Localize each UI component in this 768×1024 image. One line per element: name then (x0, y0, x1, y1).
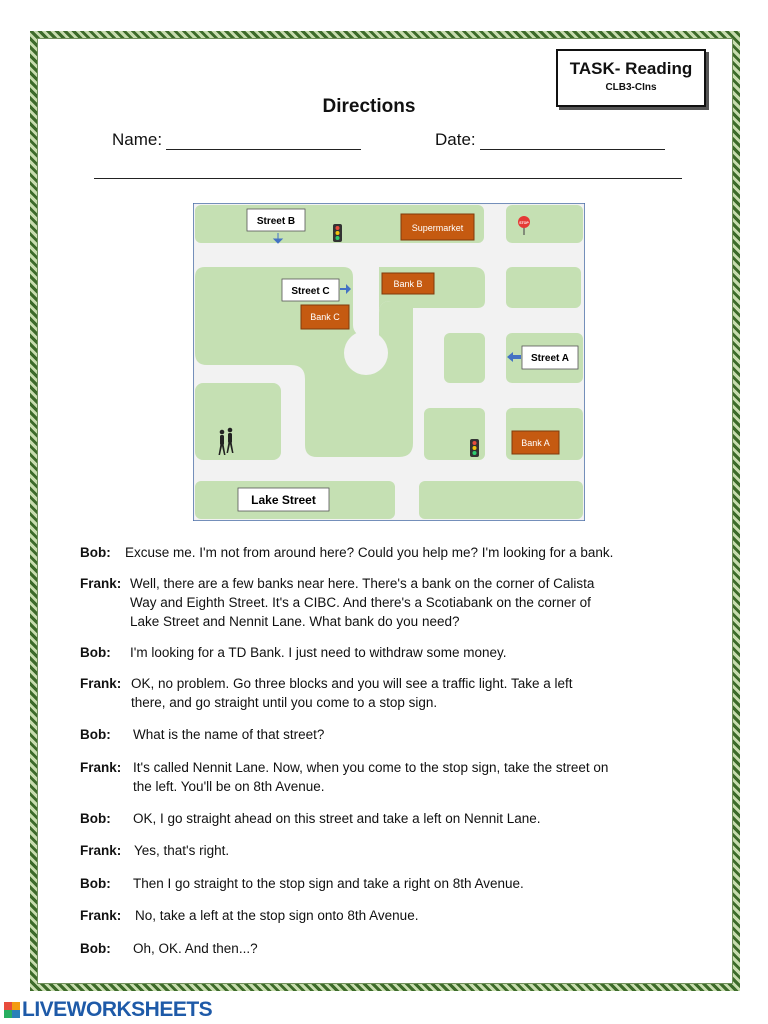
liveworksheets-logo-icon (4, 1002, 20, 1018)
date-blank[interactable] (480, 131, 665, 150)
dialogue-text: OK, no problem. Go three blocks and you will see a traffic light. Take a left there, and go straight until you come to a stop sign. (131, 676, 573, 710)
date-label: Date: (435, 130, 476, 149)
name-field[interactable] (112, 130, 361, 150)
dialogue-text: It's called Nennit Lane. Now, when you come to the stop sign, take the street on the left. You'll be on 8th Avenue. (133, 760, 609, 794)
street-a-label: Street A (531, 353, 569, 364)
lake-street-label: Lake Street (251, 493, 316, 507)
speaker: Frank: (80, 760, 122, 775)
speaker: Frank: (80, 908, 122, 923)
footer[interactable] (4, 998, 212, 1022)
bank-a-label: Bank A (521, 438, 550, 448)
speaker: Bob: (80, 727, 111, 742)
bank-b-label: Bank B (393, 279, 423, 289)
speaker: Bob: (80, 645, 111, 660)
brand-name: LIVEWORKSHEETS (22, 998, 213, 1021)
speaker: Frank: (80, 676, 122, 691)
speaker: Frank: (80, 576, 122, 591)
task-subtitle: CLB3-CIns (605, 82, 657, 93)
page-title: Directions (322, 96, 416, 117)
traffic-light-icon (470, 439, 479, 457)
street-c-label: Street C (291, 286, 330, 297)
street-map (193, 203, 585, 521)
speaker: Bob: (80, 876, 111, 891)
street-b-label: Street B (256, 216, 296, 227)
bank-c-label: Bank C (310, 312, 340, 322)
dialogue-text: No, take a left at the stop sign onto 8th Avenue. (135, 908, 419, 923)
dialogue-text: Oh, OK. And then...? (133, 941, 258, 956)
dialogue-text: OK, I go straight ahead on this street and take a left on Nennit Lane. (133, 811, 541, 826)
dialogue-text: Then I go straight to the stop sign and take a right on 8th Avenue. (133, 876, 524, 891)
dialogue-text: Excuse me. I'm not from around here? Could you help me? I'm looking for a bank. (125, 545, 614, 560)
speaker: Frank: (80, 843, 122, 858)
task-title: TASK- Reading (569, 59, 693, 78)
divider-line (94, 178, 682, 179)
speaker: Bob: (80, 941, 111, 956)
speaker: Bob: (80, 545, 111, 560)
traffic-light-icon (333, 224, 342, 242)
stop-sign-label: STOP (519, 221, 529, 225)
name-blank[interactable] (166, 131, 361, 150)
dialogue-text: Well, there are a few banks near here. There's a bank on the corner of Calista Way and Eighth Street. It's a CIBC. And there's a Scotiabank on the corner of Lake Street and Nennit Lane. What bank do you need? (130, 576, 595, 629)
date-field[interactable] (435, 130, 665, 150)
supermarket-label: Supermarket (411, 223, 464, 233)
speaker: Bob: (80, 811, 111, 826)
dialogue-text: What is the name of that street? (133, 727, 325, 742)
roundabout (344, 331, 388, 375)
dialogue-text: Yes, that's right. (134, 843, 230, 858)
name-label: Name: (112, 130, 163, 149)
dialogue-text: I'm looking for a TD Bank. I just need to withdraw some money. (130, 645, 507, 660)
